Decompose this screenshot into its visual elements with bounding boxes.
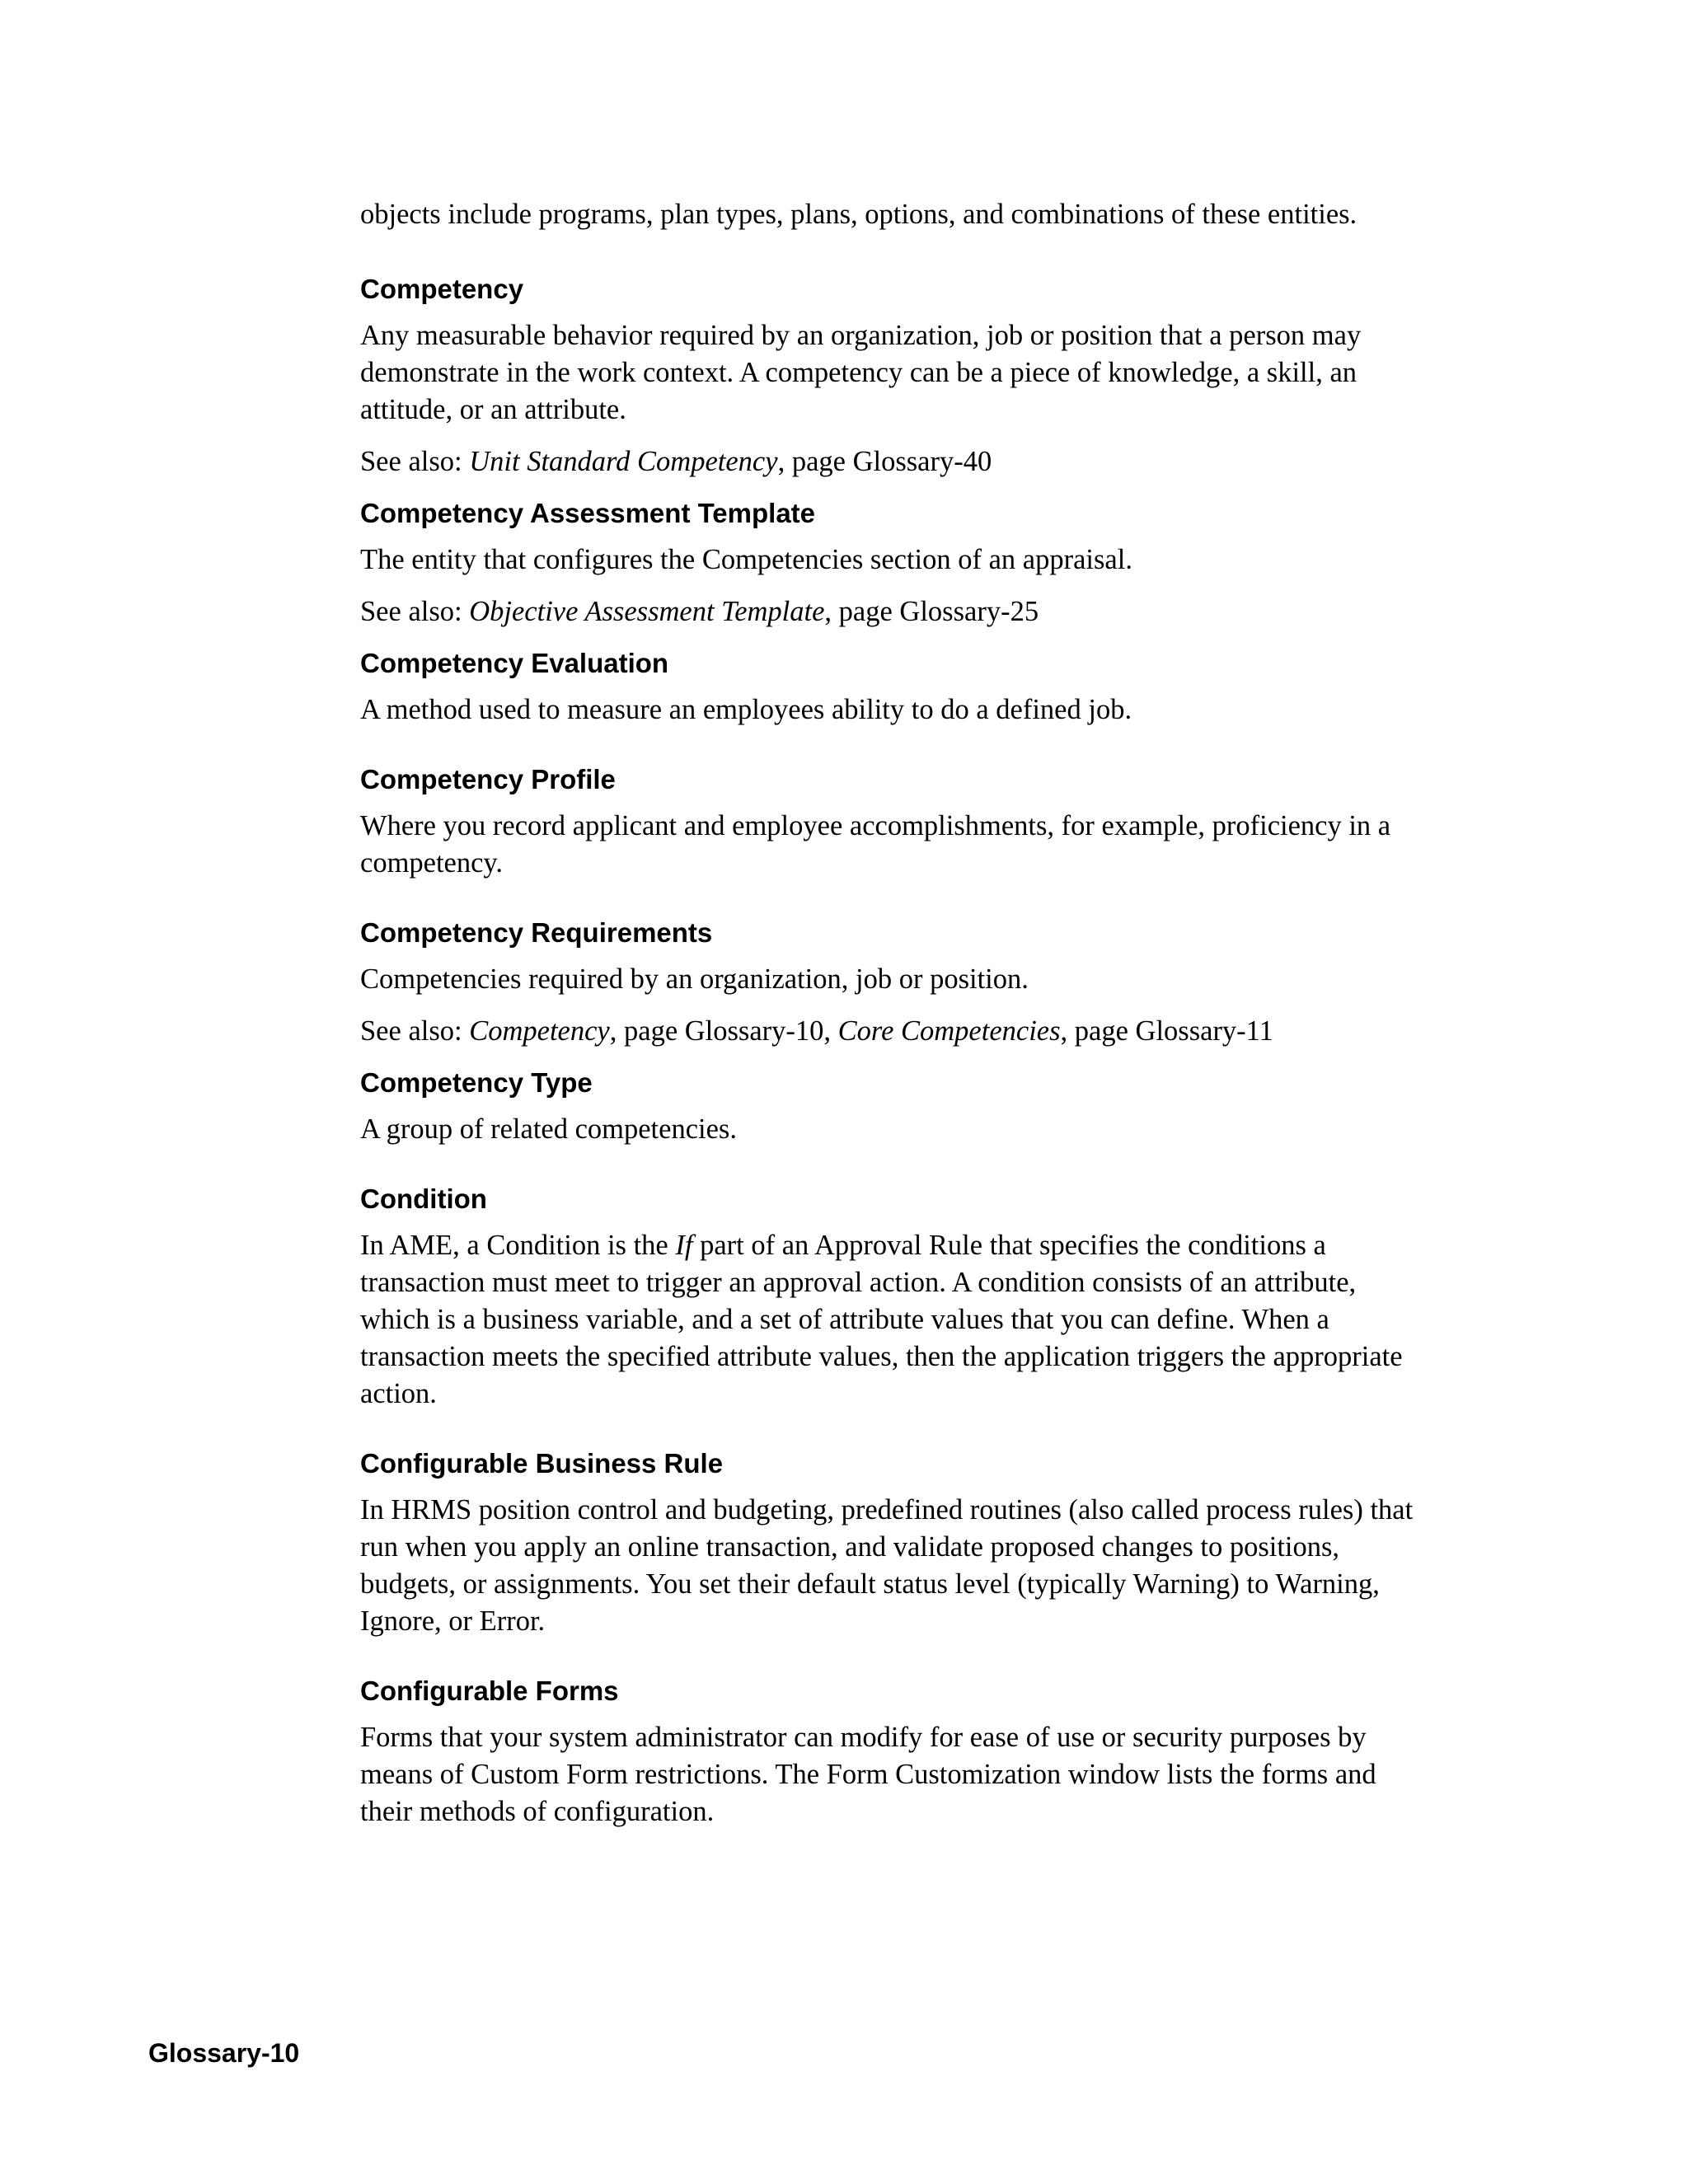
term-heading: Condition [360,1183,487,1214]
glossary-entry-competency [360,271,1432,480]
term-definition [360,1227,1432,1413]
see-also-prefix: See also: [360,446,470,477]
term-heading: Competency Evaluation [360,648,669,678]
term-definition: Where you record applicant and employee accomplishments, for example, proficiency in a competency. [360,810,1391,879]
glossary-entry-configurable-forms [360,1673,1432,1830]
see-also-link[interactable]: Core Competencies [837,1015,1061,1047]
glossary-entry-competency-assessment-template [360,495,1432,630]
glossary-entry-competency-requirements [360,915,1432,1050]
glossary-entry-configurable-business-rule [360,1446,1432,1640]
continued-text: objects include programs, plan types, plans, options, and combinations of these entities. [360,199,1357,230]
term-definition: A method used to measure an employees ability to do a defined job. [360,694,1132,725]
glossary-entry-competency-evaluation [360,645,1432,729]
term-heading: Competency [360,274,524,304]
page-number: Glossary-10 [148,2038,300,2068]
glossary-entry-competency-type [360,1065,1432,1148]
term-heading: Competency Assessment Template [360,498,816,528]
see-also-page: , page Glossary-11 [1060,1015,1273,1047]
term-heading: Competency Requirements [360,917,713,948]
see-also-link[interactable]: Competency [469,1015,610,1047]
definition-text: part of an Approval Rule that specifies the conditions a transaction must meet to trigger an approval action. A condition consists of an attribute, which is a business variable, and a set of attribute values that you can define. When a transaction meets the specified attribute values, then the application triggers the appropriate action. [360,1230,1403,1409]
term-definition: In HRMS position control and budgeting, predefined routines (also called process rules) that run when you apply an online transaction, and validate proposed changes to positions, budgets, or assignments. You set their default status level (typically Warning) to Warning, Ignore, or Error. [360,1494,1414,1637]
term-definition: Competencies required by an organization, job or position. [360,963,1029,995]
see-also [360,593,1432,630]
glossary-entry-condition [360,1181,1432,1413]
term-heading: Configurable Business Rule [360,1448,724,1479]
see-also-link[interactable]: Unit Standard Competency [469,446,778,477]
see-also [360,443,1432,480]
term-heading: Competency Type [360,1067,593,1098]
see-also [360,1013,1432,1050]
glossary-content [360,196,1432,1845]
see-also-page: , page Glossary-10, [609,1015,838,1047]
term-heading: Configurable Forms [360,1675,619,1706]
term-definition: The entity that configures the Competencies section of an appraisal. [360,544,1132,575]
term-definition: A group of related competencies. [360,1113,737,1145]
see-also-prefix: See also: [360,1015,470,1047]
term-definition: Forms that your system administrator can modify for ease of use or security purposes by means of Custom Form restrictions. The Form Customization window lists the forms and their methods of configuration. [360,1722,1376,1827]
see-also-link[interactable]: Objective Assessment Template [469,596,825,627]
see-also-page: , page Glossary-40 [777,446,992,477]
see-also-page: , page Glossary-25 [824,596,1039,627]
definition-text: In AME, a Condition is the [360,1230,676,1261]
see-also-prefix: See also: [360,596,470,627]
term-definition: Any measurable behavior required by an organization, job or position that a person may demonstrate in the work context. A competency can be a piece of knowledge, a skill, an attitude, or an attribute. [360,320,1362,425]
glossary-entry-competency-profile [360,762,1432,882]
term-heading: Competency Profile [360,764,616,794]
definition-italic: If [675,1230,693,1261]
